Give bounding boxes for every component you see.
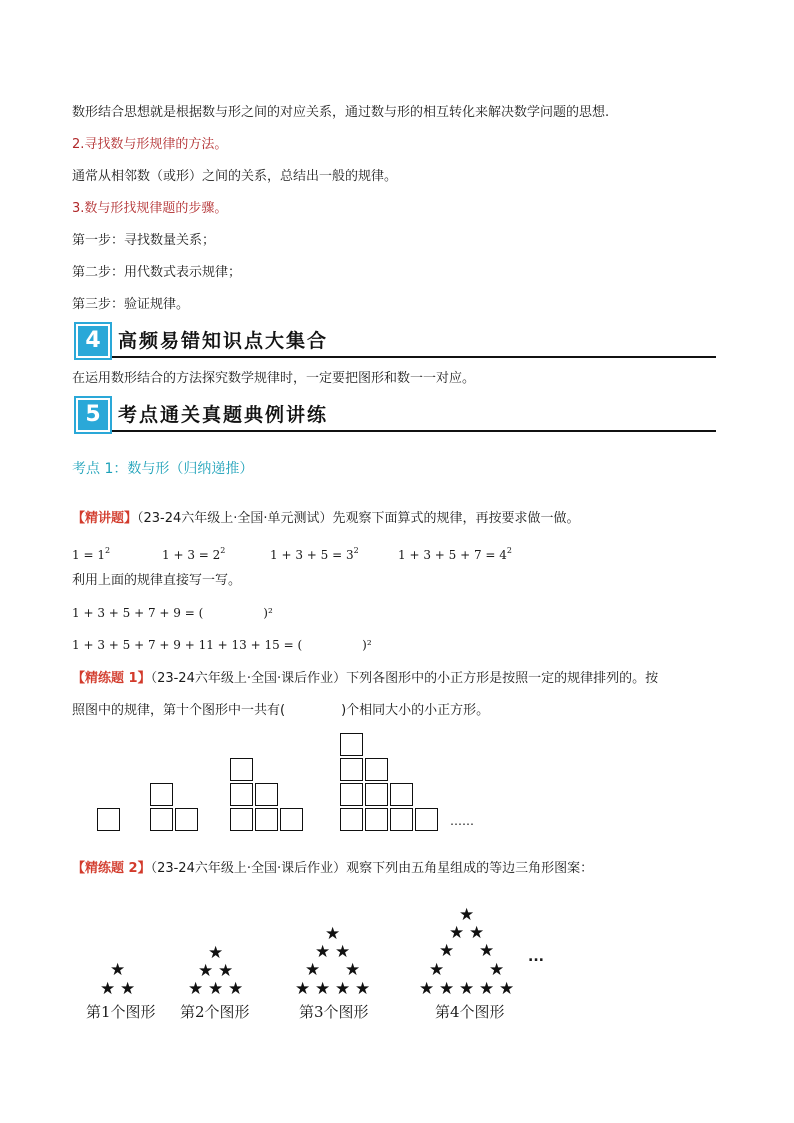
- square: [230, 758, 253, 781]
- practice-1-text-c: )个相同大小的小正方形。: [341, 703, 490, 718]
- caption-figure-1: 第1个图形: [86, 1003, 156, 1021]
- practice-2-text: （23-24六年级上·全国·课后作业）观察下列由五角星组成的等边三角形图案：: [150, 861, 594, 876]
- section-5-title: 考点通关真题典例讲练: [118, 404, 329, 426]
- star-icon: ★: [295, 979, 311, 999]
- star-icon: ★: [459, 905, 475, 925]
- star-icon: ★: [120, 979, 136, 999]
- caption-figure-4: 第4个图形: [435, 1003, 505, 1021]
- formula-3: $1 + 3 + 5 = 3^2$: [270, 546, 359, 562]
- practice-1-line-b: [72, 702, 489, 720]
- section-5-heading: [76, 398, 716, 434]
- star-icon: ★: [439, 979, 455, 999]
- step-1: 第一步：寻找数量关系；: [72, 233, 216, 248]
- section-4-title: 高频易错知识点大集合: [118, 330, 329, 352]
- square: [365, 758, 388, 781]
- star-icon: ★: [100, 979, 116, 999]
- square: [280, 808, 303, 831]
- section-5-badge: 5: [76, 398, 110, 432]
- star-icon: ★: [419, 979, 435, 999]
- star-icon: ★: [429, 960, 445, 980]
- section-4-text: 在运用数形结合的方法探究数学规律时，一定要把图形和数一一对应。: [72, 371, 476, 386]
- section-5-rule: [112, 430, 716, 432]
- star-icon: ★: [315, 979, 331, 999]
- intro-line-1: 数形结合思想就是根据数与形之间的对应关系，通过数与形的相互转化来解决数学问题的思想.: [72, 105, 610, 120]
- practice-1-tag: 【精练题 1】: [72, 671, 151, 686]
- star-icon: ★: [345, 960, 361, 980]
- practice-2-line: [72, 860, 593, 878]
- caption-figure-2: 第2个图形: [180, 1003, 250, 1021]
- square: [97, 808, 120, 831]
- square: [365, 783, 388, 806]
- square: [340, 758, 363, 781]
- formula-1: $1 = 1^2$: [72, 546, 111, 562]
- star-icon: ★: [335, 942, 351, 962]
- square: [415, 808, 438, 831]
- intro-heading-3: 3.数与形找规律题的步骤。: [72, 201, 228, 216]
- formula-2: $1 + 3 = 2^2$: [162, 546, 226, 562]
- section-4-badge: 4: [76, 324, 110, 358]
- caption-figure-3: 第3个图形: [299, 1003, 369, 1021]
- star-icon: ★: [188, 979, 204, 999]
- step-3: 第三步：验证规律。: [72, 297, 190, 312]
- intro-line-2: 通常从相邻数（或形）之间的关系，总结出一般的规律。: [72, 169, 398, 184]
- star-icon: ★: [439, 941, 455, 961]
- square: [340, 783, 363, 806]
- star-icon: ★: [305, 960, 321, 980]
- example-line: [72, 510, 580, 528]
- section-4-heading: [76, 324, 716, 360]
- star-icon: ★: [218, 961, 234, 981]
- intro-heading-2: 2.寻找数与形规律的方法。: [72, 137, 228, 152]
- square: [175, 808, 198, 831]
- question-2: 1 + 3 + 5 + 7 + 9 + 11 + 13 + 15 = ( )²: [72, 638, 372, 652]
- squares-ellipsis: ……: [450, 814, 474, 828]
- square: [340, 733, 363, 756]
- kaodian-heading: 考点 1：数与形（归纳递推）: [72, 461, 254, 477]
- star-icon: ★: [449, 923, 465, 943]
- stars-ellipsis: ...: [528, 949, 544, 965]
- square: [365, 808, 388, 831]
- example-source: （23-24六年级上·全国·单元测试）先观察下面算式的规律，再按要求做一做。: [137, 511, 580, 526]
- question-1: 1 + 3 + 5 + 7 + 9 = ( )²: [72, 606, 273, 620]
- square: [230, 808, 253, 831]
- star-icon: ★: [469, 923, 485, 943]
- square: [150, 783, 173, 806]
- practice-2-tag: 【精练题 2】: [72, 861, 151, 876]
- star-icon: ★: [208, 979, 224, 999]
- star-icon: ★: [335, 979, 351, 999]
- star-icon: ★: [325, 924, 341, 944]
- step-2: 第二步：用代数式表示规律；: [72, 265, 242, 280]
- square: [255, 808, 278, 831]
- square: [390, 808, 413, 831]
- square: [390, 783, 413, 806]
- practice-1-text-b: 照图中的规律，第十个图形中一共有(: [72, 703, 286, 718]
- star-icon: ★: [198, 961, 214, 981]
- square: [340, 808, 363, 831]
- example-tag: 【精讲题】: [72, 511, 138, 526]
- section-4-rule: [112, 356, 716, 358]
- practice-1-line-a: [72, 670, 658, 688]
- square: [255, 783, 278, 806]
- star-icon: ★: [315, 942, 331, 962]
- practice-1-text-a: （23-24六年级上·全国·课后作业）下列各图形中的小正方形是按照一定的规律排列的。按: [150, 671, 659, 686]
- star-icon: ★: [479, 979, 495, 999]
- star-icon: ★: [208, 943, 224, 963]
- star-icon: ★: [459, 979, 475, 999]
- star-icon: ★: [355, 979, 371, 999]
- star-icon: ★: [489, 960, 505, 980]
- square: [150, 808, 173, 831]
- star-icon: ★: [228, 979, 244, 999]
- square: [230, 783, 253, 806]
- star-icon: ★: [479, 941, 495, 961]
- formula-4: $1 + 3 + 5 + 7 = 4^2$: [398, 546, 513, 562]
- star-icon: ★: [499, 979, 515, 999]
- example-prompt: 利用上面的规律直接写一写。: [72, 573, 242, 588]
- star-icon: ★: [110, 960, 126, 980]
